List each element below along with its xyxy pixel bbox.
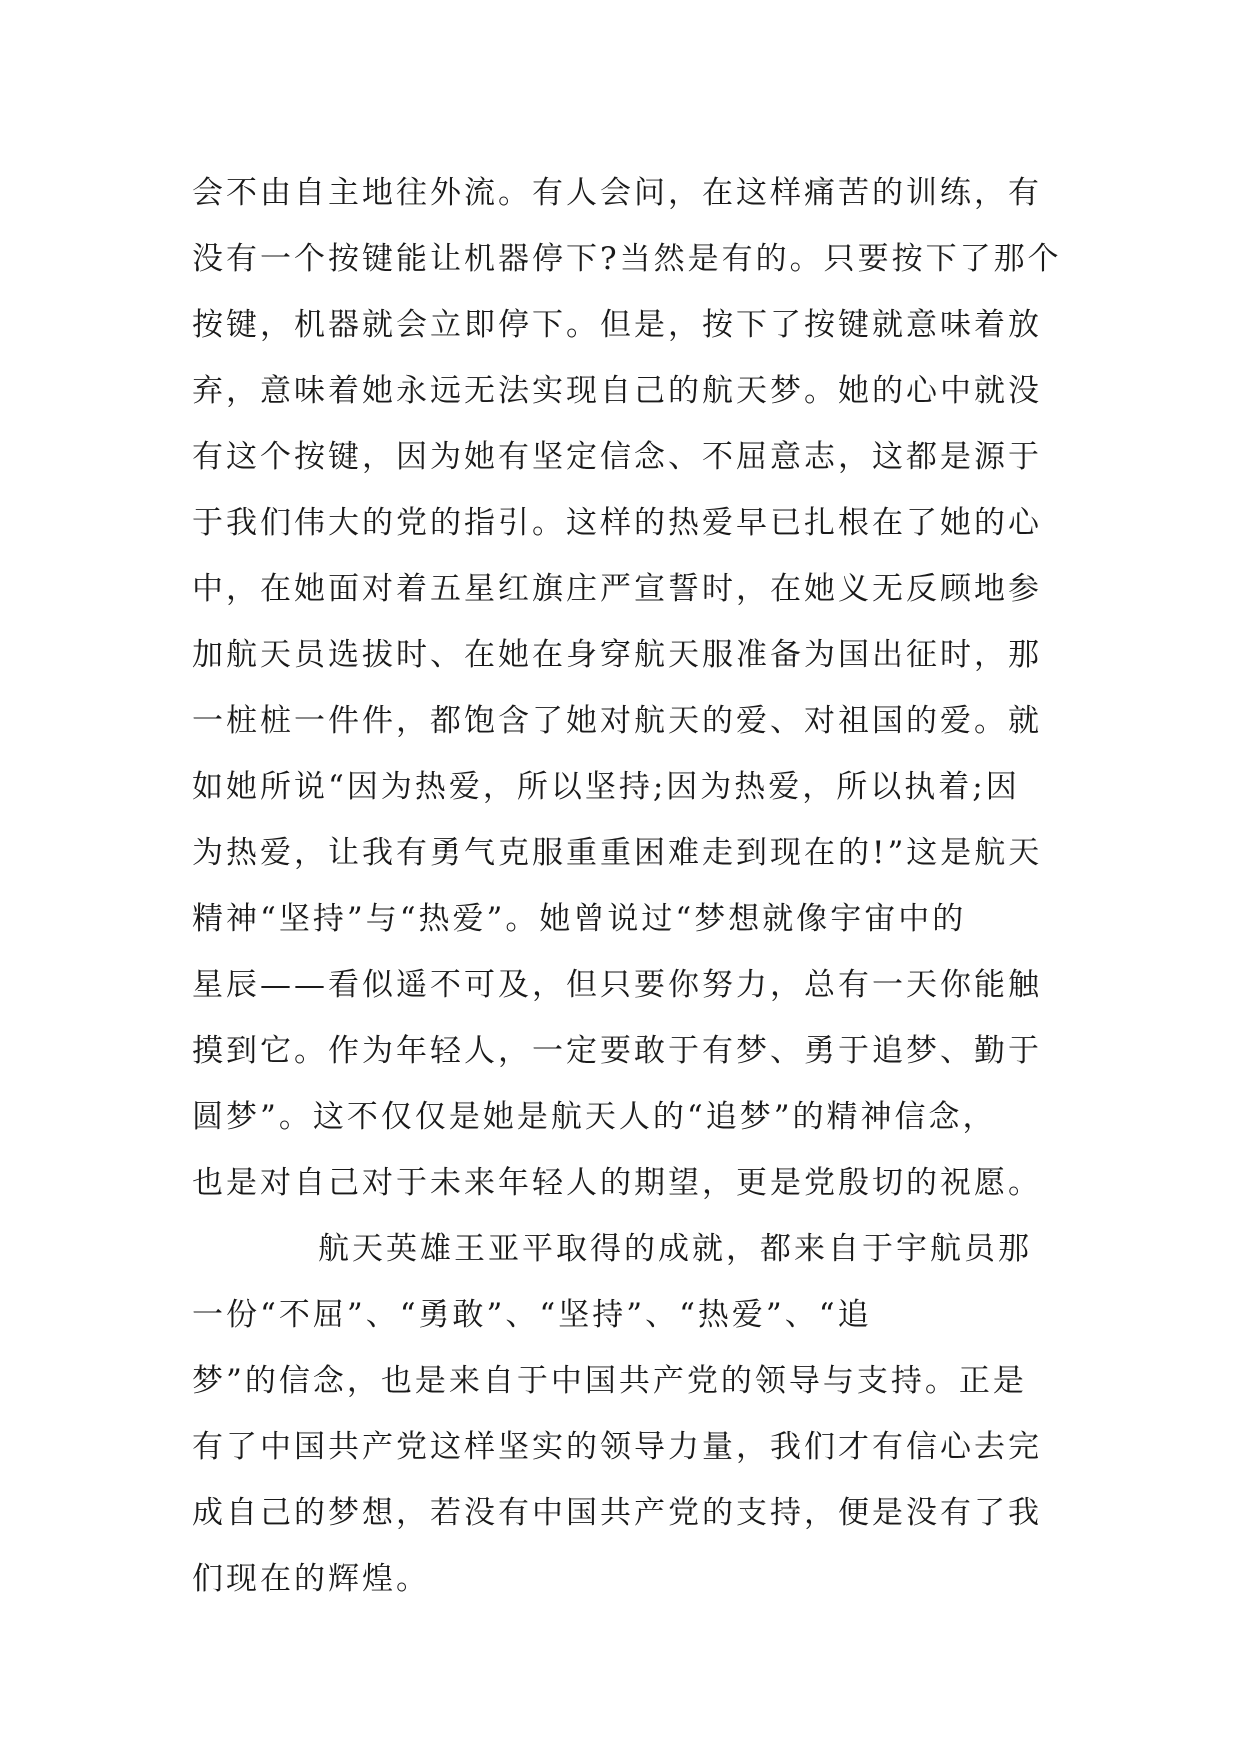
text-line: 没有一个按键能让机器停下?当然是有的。只要按下了那个 [192,241,1062,277]
text-line: 一桩桩一件件，都饱含了她对航天的爱、对祖国的爱。就 [192,703,1042,739]
text-line: 于我们伟大的党的指引。这样的热爱早已扎根在了她的心 [192,505,1042,541]
paragraph-2 [192,1216,1052,1612]
text-line: 会不由自主地往外流。有人会问，在这样痛苦的训练，有 [192,175,1042,211]
paragraph-1 [192,160,1062,1216]
text-line: 弃，意味着她永远无法实现自己的航天梦。她的心中就没 [192,373,1042,409]
text-line: 也是对自己对于未来年轻人的期望，更是党殷切的祝愿。 [192,1165,1042,1201]
text-line: 梦”的信念，也是来自于中国共产党的领导与支持。正是 [192,1363,1027,1399]
body-text [192,160,1062,1612]
text-line: 加航天员选拔时、在她在身穿航天服准备为国出征时，那 [192,637,1042,673]
text-line: 精神“坚持”与“热爱”。她曾说过“梦想就像宇宙中的 [192,901,967,937]
text-line: 如她所说“因为热爱，所以坚持;因为热爱，所以执着;因 [192,769,1020,805]
text-line: 摸到它。作为年轻人，一定要敢于有梦、勇于追梦、勤于 [192,1033,1042,1069]
text-line: 星辰——看似遥不可及，但只要你努力，总有一天你能触 [192,967,1042,1003]
text-line: 按键，机器就会立即停下。但是，按下了按键就意味着放 [192,307,1042,343]
text-line: 有了中国共产党这样坚实的领导力量，我们才有信心去完 [192,1429,1042,1465]
text-line: 为热爱，让我有勇气克服重重困难走到现在的!”这是航天 [192,835,1043,871]
text-line: 们现在的辉煌。 [192,1561,430,1597]
text-line: 成自己的梦想，若没有中国共产党的支持，便是没有了我 [192,1495,1042,1531]
text-line: 有这个按键，因为她有坚定信念、不屈意志，这都是源于 [192,439,1042,475]
text-line: 中，在她面对着五星红旗庄严宣誓时，在她义无反顾地参 [192,571,1042,607]
text-line: 航天英雄王亚平取得的成就，都来自于宇航员那 [318,1231,1032,1267]
text-line: 圆梦”。这不仅仅是她是航天人的“追梦”的精神信念， [192,1099,997,1135]
text-line: 一份“不屈”、“勇敢”、“坚持”、“热爱”、“追 [192,1297,872,1333]
